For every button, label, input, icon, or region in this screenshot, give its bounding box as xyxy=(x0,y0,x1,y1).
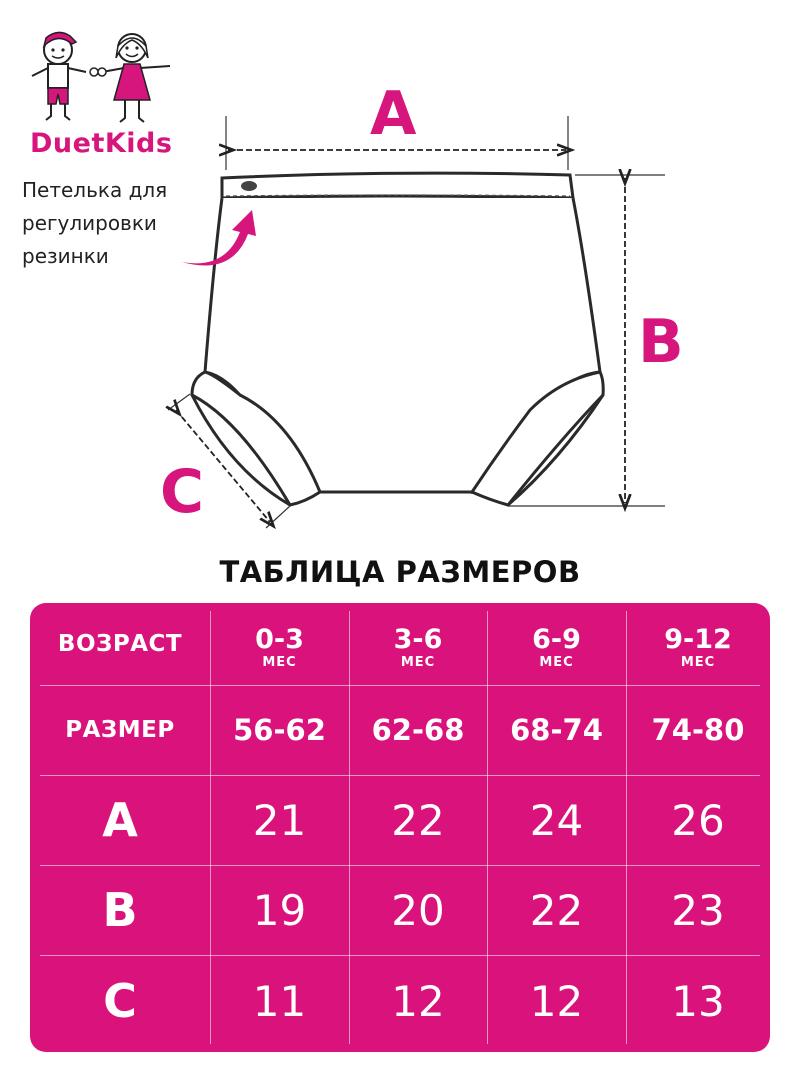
age-cell xyxy=(487,603,626,693)
brand-name: DuetKids xyxy=(30,128,173,159)
age-cell xyxy=(349,603,487,693)
dimension-c-label: C xyxy=(160,457,205,527)
age-header xyxy=(30,603,210,685)
row-label-a: A xyxy=(102,793,138,847)
measure-value: 22 xyxy=(391,795,445,845)
age-range: 0-3 xyxy=(255,624,304,655)
row-label-c: C xyxy=(103,974,137,1028)
measure-value: 12 xyxy=(529,976,584,1026)
age-cell xyxy=(626,603,770,693)
measure-value: 12 xyxy=(391,976,445,1026)
measure-value: 11 xyxy=(252,976,307,1026)
dimension-b-label: B xyxy=(638,307,684,377)
loop-note-line: регулировки xyxy=(22,211,157,235)
age-unit: МЕС xyxy=(539,655,574,670)
size-header-label: РАЗМЕР xyxy=(65,717,175,743)
age-unit: МЕС xyxy=(262,655,297,670)
table-title: ТАБЛИЦА РАЗМЕРОВ xyxy=(219,555,581,589)
measure-value: 23 xyxy=(671,885,725,935)
size-table xyxy=(30,603,770,1052)
measure-value: 22 xyxy=(529,885,584,935)
age-range: 9-12 xyxy=(664,624,732,655)
age-header-label: ВОЗРАСТ xyxy=(57,631,183,657)
size-header xyxy=(30,685,210,775)
loop-note-line: резинки xyxy=(22,244,109,268)
measure-value: 19 xyxy=(252,885,307,935)
loop-note-line: Петелька для xyxy=(22,178,168,202)
age-range: 3-6 xyxy=(393,624,443,655)
age-unit: МЕС xyxy=(680,655,716,670)
measure-value: 26 xyxy=(671,795,725,845)
age-unit: МЕС xyxy=(400,655,436,670)
size-value: 68-74 xyxy=(510,713,603,747)
measure-value: 21 xyxy=(252,795,307,845)
measure-value: 13 xyxy=(671,976,725,1026)
size-value: 56-62 xyxy=(233,713,326,747)
size-value: 62-68 xyxy=(371,713,465,747)
elastic-loop-icon xyxy=(241,181,257,191)
age-cell xyxy=(210,603,349,693)
size-value: 74-80 xyxy=(651,713,745,747)
row-label-b: B xyxy=(102,883,138,937)
waistband-outline xyxy=(222,173,573,198)
measure-value: 20 xyxy=(391,885,445,935)
measure-value: 24 xyxy=(529,795,584,845)
dimension-a-label: A xyxy=(370,79,417,149)
age-range: 6-9 xyxy=(532,624,581,655)
